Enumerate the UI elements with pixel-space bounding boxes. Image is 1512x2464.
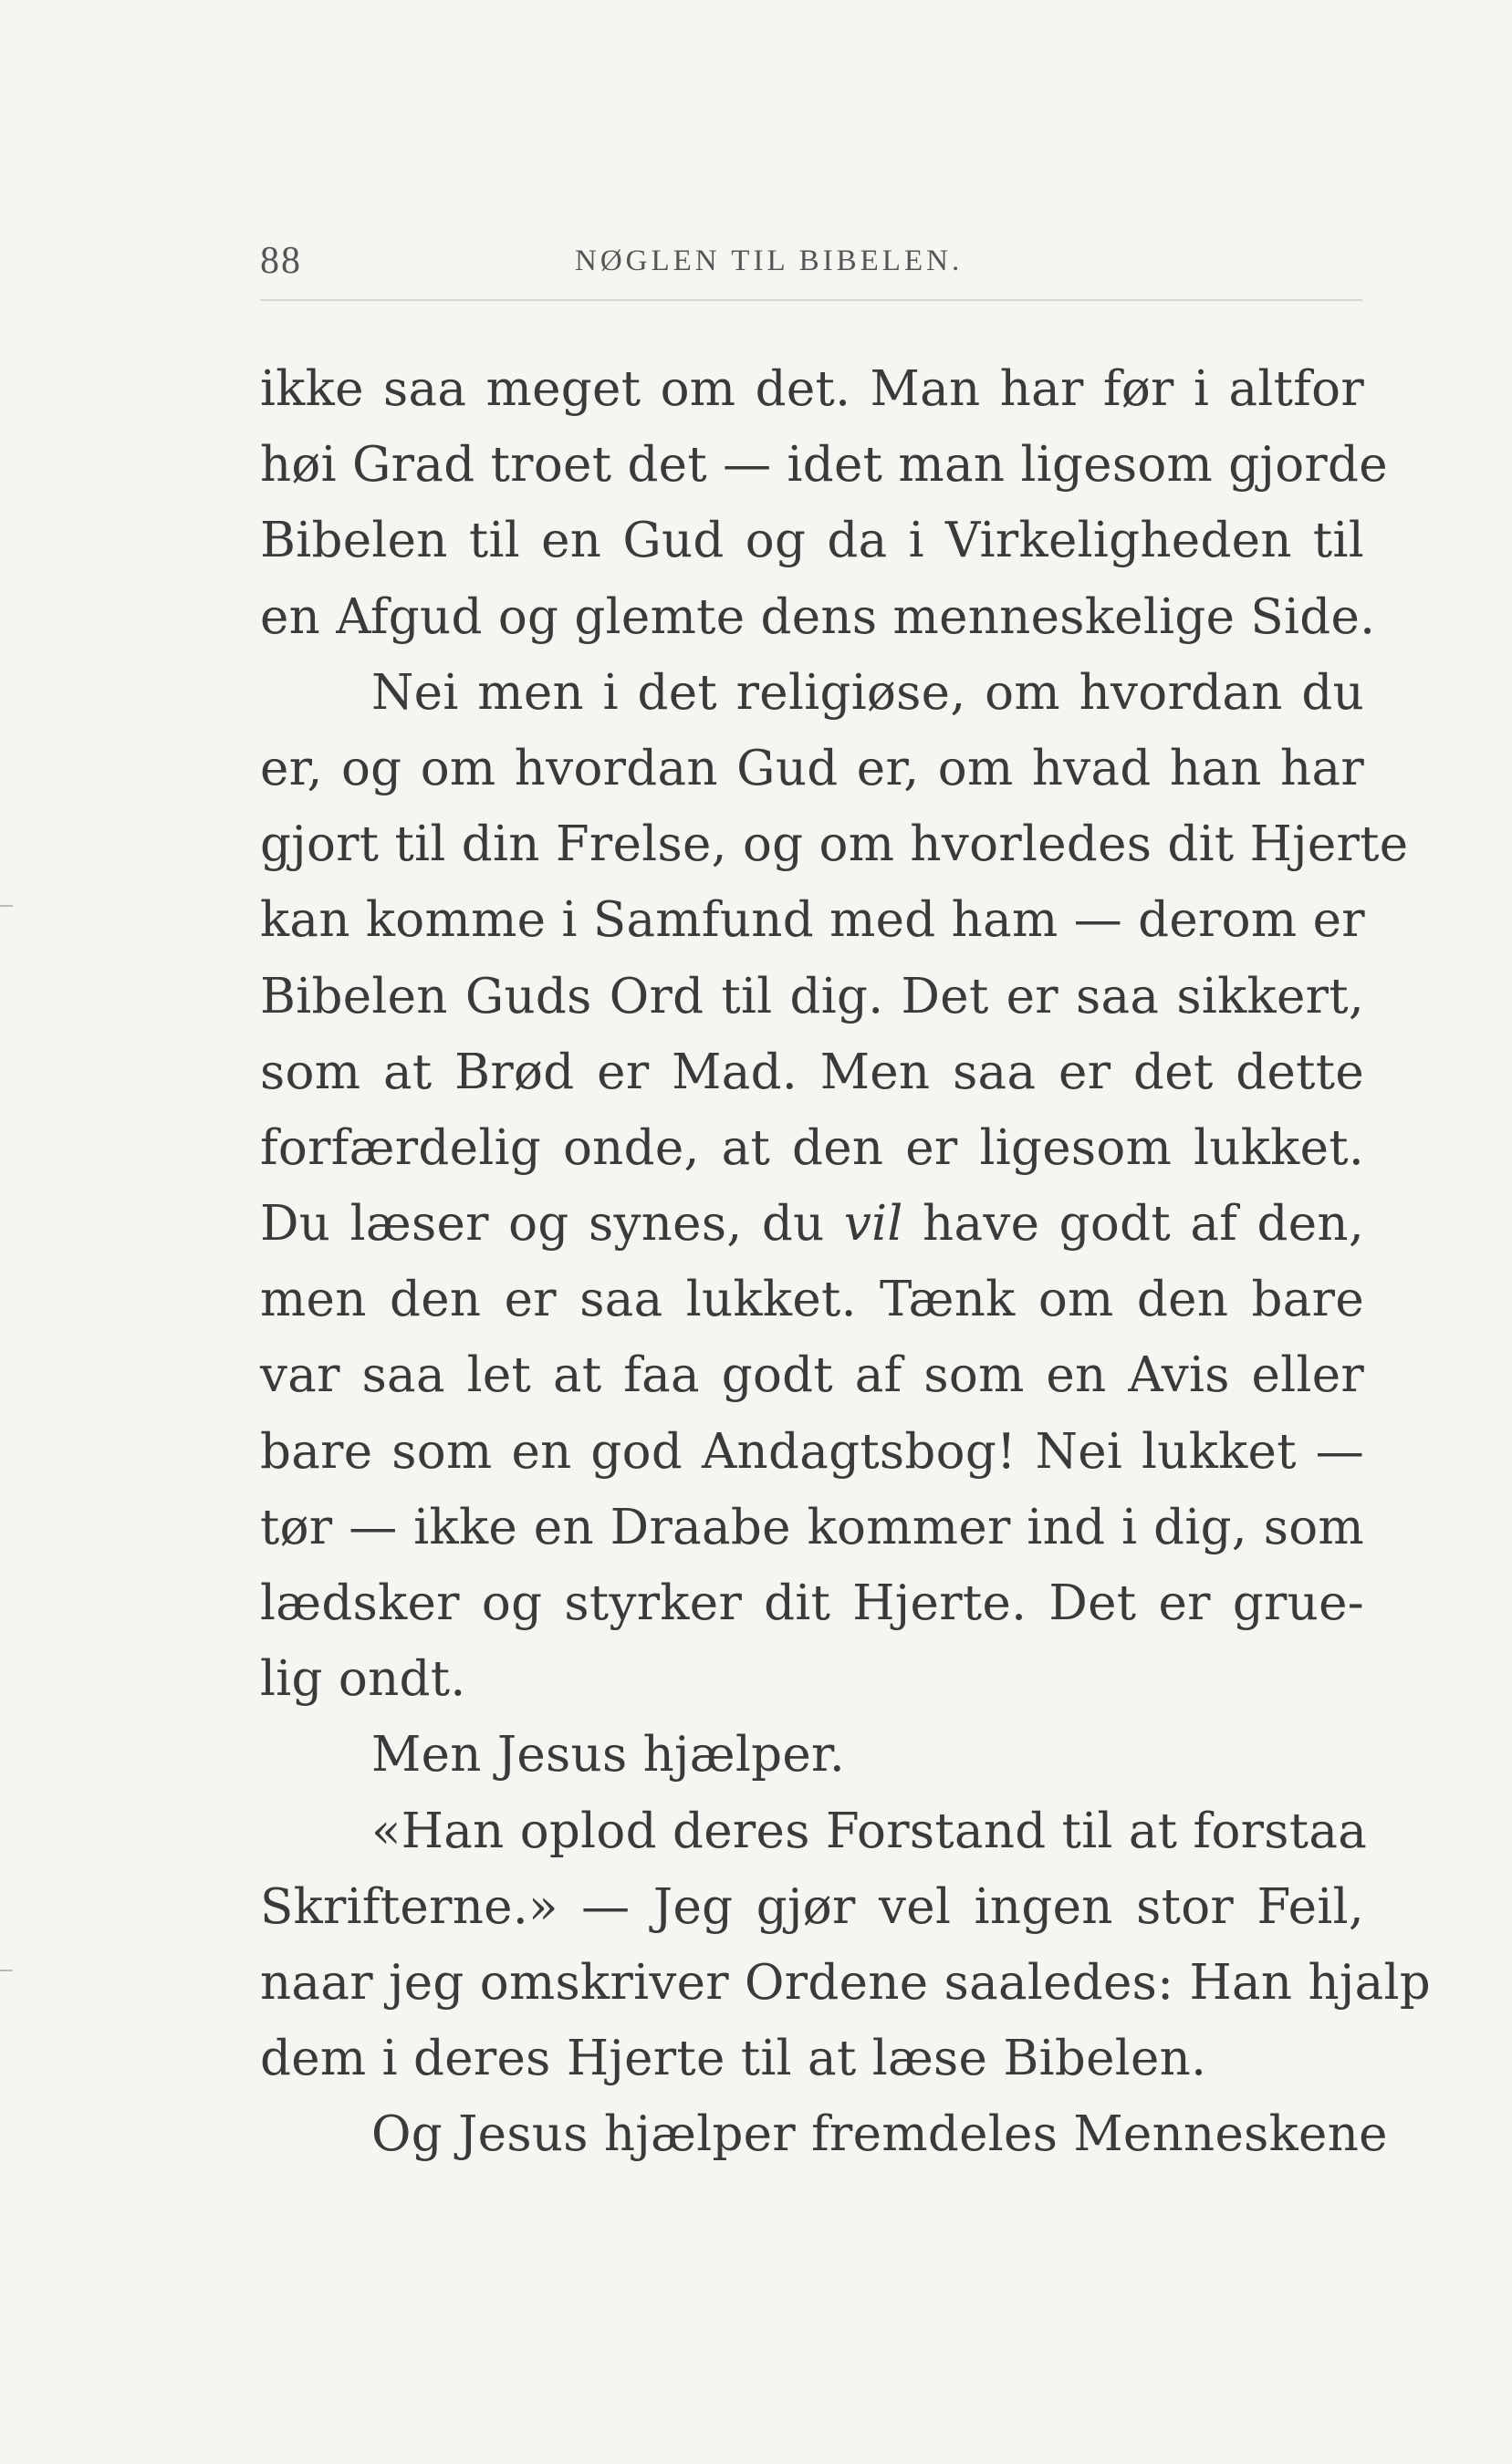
text-line-with-emphasis <box>260 1186 1364 1262</box>
text-line: «Han oplod deres Forstand til at forstaa <box>371 1803 1368 1859</box>
text-line: men den er saa lukket. Tænk om den bare <box>260 1272 1364 1328</box>
text-line: Bibelen Guds Ord til dig. Det er saa sikkert, <box>260 968 1364 1024</box>
header-rule <box>260 299 1362 301</box>
margin-mark <box>0 1970 13 1971</box>
text-line: gjort til din Frelse, og om hvorledes dit Hjerte <box>260 816 1409 873</box>
text-line: Nei men i det religiøse, om hvordan du <box>371 664 1364 721</box>
text-line: forfærdelig onde, at den er ligesom lukket. <box>260 1119 1364 1176</box>
text-line: bare som en god Andagtsbog! Nei lukket — <box>260 1423 1364 1480</box>
text-line: en Afgud og glemte dens menneskelige Side. <box>260 588 1376 645</box>
text-line: Og Jesus hjælper fremdeles Menneskene <box>371 2106 1388 2163</box>
text-line: Skrifterne.» — Jeg gjør vel ingen stor Feil, <box>260 1878 1364 1935</box>
text-line: dem i deres Hjerte til at læse Bibelen. <box>260 2031 1207 2087</box>
text-line: er, og om hvordan Gud er, om hvad han har <box>260 740 1364 796</box>
text-line: kan komme i Samfund med ham — derom er <box>260 892 1365 949</box>
running-title: NØGLEN TIL BIBELEN. <box>575 244 964 277</box>
text-fragment: have godt af den, <box>923 1196 1364 1253</box>
text-line: høi Grad troet det — idet man ligesom gjorde <box>260 437 1388 494</box>
emphasis-word: vil <box>843 1196 903 1253</box>
page-number: 88 <box>260 240 302 282</box>
text-line: Bibelen til en Gud og da i Virkeligheden til <box>260 513 1364 569</box>
body-text <box>260 351 1432 2173</box>
text-line: tør — ikke en Draabe kommer ind i dig, som <box>260 1499 1364 1555</box>
text-line: Men Jesus hjælper. <box>371 1727 845 1783</box>
running-head <box>260 239 1364 294</box>
text-fragment: Du læser og synes, du <box>260 1196 825 1253</box>
text-line: ikke saa meget om det. Man har før i altfor <box>260 361 1364 417</box>
margin-mark <box>0 905 13 907</box>
text-line: var saa let at faa godt af som en Avis eller <box>260 1347 1364 1404</box>
text-line: lædsker og styrker dit Hjerte. Det er grue- <box>260 1575 1364 1631</box>
text-line: som at Brød er Mad. Men saa er det dette <box>260 1044 1364 1100</box>
text-line: naar jeg omskriver Ordene saaledes: Han hjalp <box>260 1954 1432 2011</box>
text-line: lig ondt. <box>260 1651 466 1708</box>
